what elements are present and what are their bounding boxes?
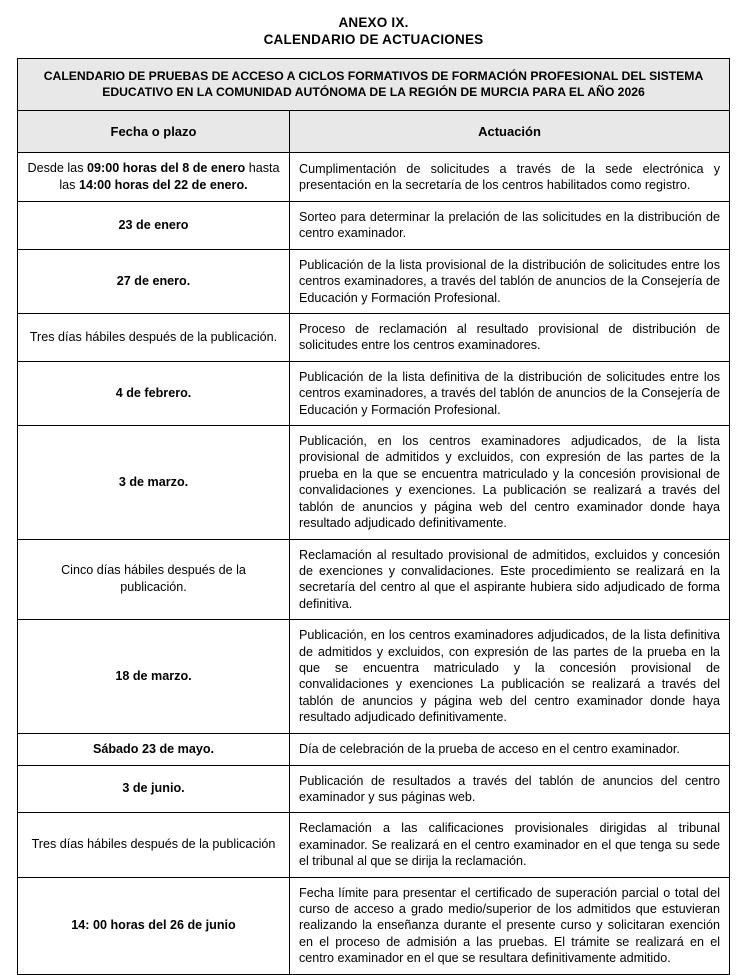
column-header-date: Fecha o plazo — [18, 111, 290, 153]
row-action: Publicación, en los centros examinadores adjudicados, de la lista provisional de admitidos y excluidos, con expresión de las partes de la prueba en la que se encuentra matriculado y la concesión provisional de convalidaciones y exenciones. La publicación se realizará a través del tablón de anuncios y página web del centro examinador donde haya resultado adjudicado definitivamente. — [290, 426, 730, 539]
row-date: 4 de febrero. — [18, 361, 290, 425]
row-action: Fecha límite para presentar el certificado de superación parcial o total del curso de acceso a grado medio/superior de los admitidos que estuvieran realizando la enseñanza durante el presente curso y solicitaran exención en el proceso de admisión a las pruebas. El trámite se realizará en el centro examinador en el que se resultara definitivamente admitido. — [290, 877, 730, 974]
table-row — [18, 813, 730, 877]
table-header-row — [18, 111, 730, 153]
row-action: Publicación de la lista definitiva de la distribución de solicitudes entre los centros examinadores, a través del tablón de anuncios de la Consejería de Educación y Formación Profesional. — [290, 361, 730, 425]
row-date: 23 de enero — [18, 202, 290, 250]
row-date: 3 de marzo. — [18, 426, 290, 539]
table-row — [18, 202, 730, 250]
calendar-table — [17, 58, 730, 975]
table-row — [18, 539, 730, 620]
row-date: 18 de marzo. — [18, 620, 290, 733]
table-row — [18, 765, 730, 813]
title-line-1: ANEXO IX. — [338, 15, 409, 30]
page-title — [16, 14, 731, 48]
date-prefix: Desde las — [27, 161, 87, 175]
row-date: 14: 00 horas del 26 de junio — [18, 877, 290, 974]
table-row — [18, 361, 730, 425]
row-date: 27 de enero. — [18, 249, 290, 313]
table-row — [18, 249, 730, 313]
row-date: Tres días hábiles después de la publicación — [18, 813, 290, 877]
row-date — [18, 153, 290, 202]
table-body — [18, 59, 730, 975]
row-action: Reclamación a las calificaciones provisionales dirigidas al tribunal examinador. Se realizará en el centro examinador en el que tenga su sede el tribunal al que se dirija la reclamación. — [290, 813, 730, 877]
row-action: Cumplimentación de solicitudes a través de la sede electrónica y presentación en la secretaría de los centros habilitados como registro. — [290, 153, 730, 202]
row-action: Día de celebración de la prueba de acceso en el centro examinador. — [290, 733, 730, 765]
column-header-action: Actuación — [290, 111, 730, 153]
table-banner-row — [18, 59, 730, 111]
row-action: Reclamación al resultado provisional de admitidos, excluidos y concesión de exenciones y convalidaciones. Este procedimiento se realizará en la secretaría del centro al que el aspirante hubiera sido adjudicado de forma definitiva. — [290, 539, 730, 620]
row-action: Publicación de resultados a través del tablón de anuncios del centro examinador y sus páginas web. — [290, 765, 730, 813]
row-action: Sorteo para determinar la prelación de las solicitudes en la distribución de centro examinador. — [290, 202, 730, 250]
row-action: Publicación de la lista provisional de la distribución de solicitudes entre los centros examinadores, a través del tablón de anuncios de la Consejería de Educación y Formación Profesional. — [290, 249, 730, 313]
row-action: Proceso de reclamación al resultado provisional de distribución de solicitudes entre los centros examinadores. — [290, 314, 730, 362]
title-line-2: CALENDARIO DE ACTUACIONES — [263, 32, 484, 47]
date-bold-1: 09:00 horas del 8 de enero — [87, 161, 246, 175]
banner-cell: CALENDARIO DE PRUEBAS DE ACCESO A CICLOS FORMATIVOS DE FORMACIÓN PROFESIONAL DEL SISTEMA EDUCATIVO EN LA COMUNIDAD AUTÓNOMA DE LA REGIÓN DE MURCIA PARA EL AÑO 2026 — [18, 59, 730, 111]
date-mid: hasta las — [59, 161, 280, 192]
row-date: Sábado 23 de mayo. — [18, 733, 290, 765]
date-bold-2: 14:00 horas del 22 de enero. — [78, 178, 248, 192]
table-row — [18, 733, 730, 765]
row-date: 3 de junio. — [18, 765, 290, 813]
table-row — [18, 620, 730, 733]
row-date: Tres días hábiles después de la publicación. — [18, 314, 290, 362]
table-row — [18, 426, 730, 539]
table-row — [18, 314, 730, 362]
table-row — [18, 877, 730, 974]
row-action: Publicación, en los centros examinadores adjudicados, de la lista definitiva de admitidos y excluidos, con expresión de las partes de la prueba en la que se encuentra matriculado y la concesión provisional de convalidaciones y exenciones La publicación se realizará a través del tablón de anuncios y página web del centro examinador donde haya resultado adjudicado definitivamente. — [290, 620, 730, 733]
table-row — [18, 153, 730, 202]
row-date: Cinco días hábiles después de la publicación. — [18, 539, 290, 620]
